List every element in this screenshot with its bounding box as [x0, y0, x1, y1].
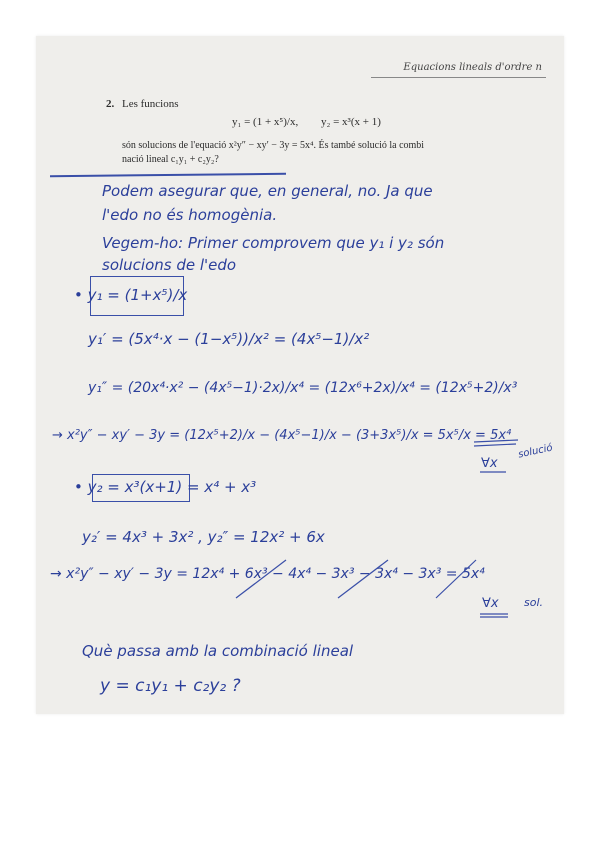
strike-3x3	[338, 560, 388, 598]
y2-solution-note: sol.	[524, 596, 544, 609]
y1-solution-note: solució	[517, 442, 554, 461]
page-header: Equacions lineals d'ordre n	[403, 62, 542, 73]
y1-first-derivative: y₁′ = (5x⁴·x − (1−x⁵))/x² = (4x⁵−1)/x²	[88, 330, 370, 348]
underline-y1-b	[474, 444, 516, 446]
y1-check: → x²y″ − xy′ − 3y = (12x⁵+2)/x − (4x⁵−1)/x − (3+3x⁵)/x = 5x⁵/x = 5x⁴	[52, 428, 512, 443]
pen-strokes	[36, 36, 564, 714]
problem-statement-line1: són solucions de l'equació x²y″ − xy′ − 3y = 5x⁴. És també solució la combi	[122, 140, 425, 151]
question-line1: Què passa amb la combinació lineal	[82, 642, 354, 660]
y2-forall-note: ∀x	[482, 596, 499, 611]
answer-line1: Podem asegurar que, en general, no. Ja que	[102, 182, 433, 200]
answer-line2: l'edo no és homogènia.	[102, 206, 278, 224]
y1-forall-note: ∀x	[481, 456, 498, 471]
y1-second-derivative: y₁″ = (20x⁴·x² − (4x⁵−1)·2x)/x⁴ = (12x⁶+2x)/x⁴ = (12x⁵+2)/x³	[88, 380, 518, 396]
answer-line3: Vegem-ho: Primer comprovem que y₁ i y₂ són	[102, 234, 445, 252]
question-line2: y = c₁y₁ + c₂y₂ ?	[100, 676, 241, 696]
strike-6x3	[236, 560, 286, 598]
problem-number: 2.	[106, 98, 115, 110]
y2-derivatives: y₂′ = 4x³ + 3x² , y₂″ = 12x² + 6x	[82, 528, 325, 546]
underline-y1-a	[474, 440, 518, 442]
problem-intro: Les funcions	[122, 98, 179, 110]
function-y1: y₁ = (1 + x⁵)/x,	[232, 116, 299, 128]
strike-3x3-b	[436, 560, 476, 598]
bullet-y2: • y₂ = x³(x+1) = x⁴ + x³	[74, 478, 257, 496]
scanned-page	[36, 36, 564, 714]
answer-line4: solucions de l'edo	[102, 256, 237, 274]
y2-check: → x²y″ − xy′ − 3y = 12x⁴ + 6x³ − 4x⁴ − 3x³ − 3x⁴ − 3x³ = 5x⁴	[50, 566, 485, 582]
bullet-y1: • y₁ = (1+x⁵)/x	[74, 286, 188, 304]
problem-statement-line2: nació lineal c₁y₁ + c₂y₂?	[122, 154, 219, 165]
function-y2: y₂ = x³(x + 1)	[321, 116, 381, 128]
